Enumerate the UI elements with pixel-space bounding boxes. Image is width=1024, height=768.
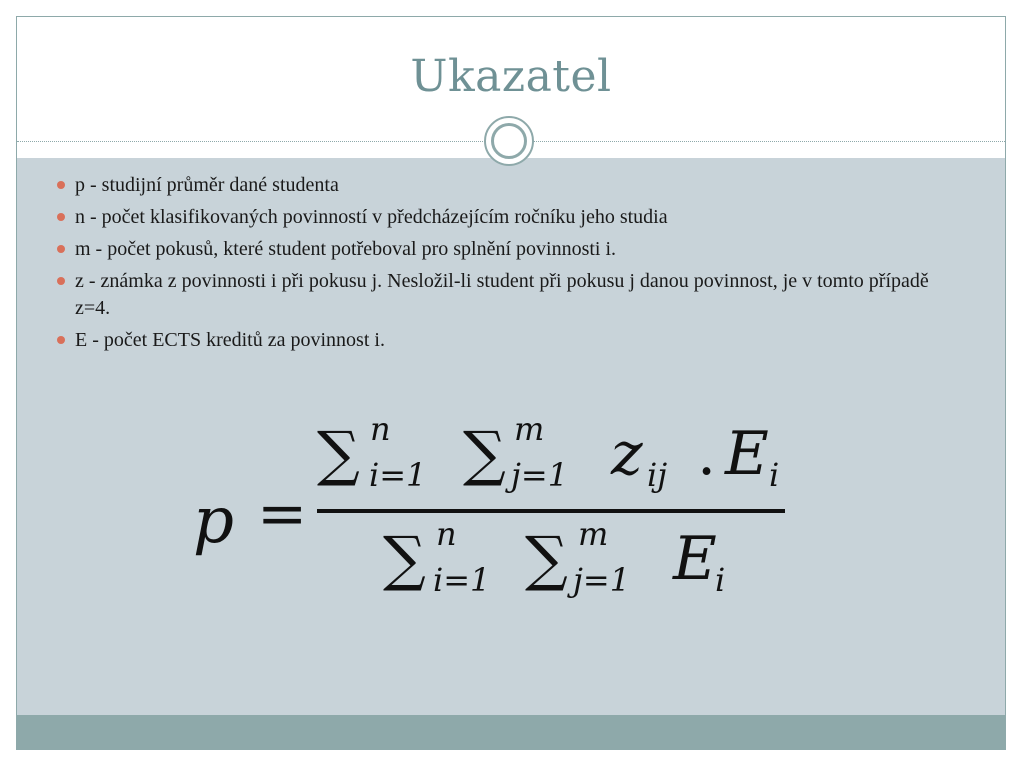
numerator-e: E: [725, 419, 769, 489]
denominator-upper-n: n: [436, 515, 457, 553]
bullet-text: E - počet ECTS kreditů za povinnost i.: [75, 329, 385, 351]
bullet-text: n - počet klasifikovaných povinností v předcházejícím ročníku jeho studia: [75, 206, 668, 228]
numerator-z-sub: ij: [647, 456, 668, 494]
formula-equals: =: [257, 479, 308, 549]
denominator-lower-j: j=1: [573, 561, 631, 599]
denominator-sigma-i: ∑: [383, 524, 426, 594]
numerator-sigma-i: ∑: [317, 419, 360, 489]
denominator-lower-i: i=1: [433, 561, 491, 599]
numerator-lower-j: j=1: [511, 456, 569, 494]
denominator-upper-m: m: [578, 515, 609, 553]
bullet-text: p - studijní průměr dané studenta: [75, 174, 339, 196]
divider-circle-inner: [491, 123, 527, 159]
numerator-z: z: [611, 419, 643, 489]
bullet-text: m - počet pokusů, které student potřeboval pro splnění povinnosti i.: [75, 238, 617, 260]
fraction-bar: [317, 509, 785, 513]
bullet-text: z - známka z povinnosti i při pokusu j. Nesložil-li student při pokusu j danou povinnost, je v tomto případě z=4.: [75, 270, 929, 319]
footer-band: [17, 715, 1005, 749]
content-area: [17, 158, 1005, 716]
denominator-e-sub: i: [715, 561, 726, 599]
denominator-e: E: [673, 524, 717, 594]
numerator-upper-n: n: [370, 410, 391, 448]
slide-title: Ukazatel: [410, 51, 612, 102]
formula: [17, 158, 1006, 716]
formula-lhs: p: [193, 484, 234, 558]
numerator-upper-m: m: [514, 410, 545, 448]
slide: [16, 16, 1006, 750]
divider-circle-ornament: [484, 116, 534, 166]
numerator-sigma-j: ∑: [463, 419, 506, 489]
numerator-e-sub: i: [769, 456, 780, 494]
numerator-lower-i: i=1: [369, 456, 427, 494]
denominator-sigma-j: ∑: [525, 524, 568, 594]
numerator-dot: .: [697, 419, 717, 489]
